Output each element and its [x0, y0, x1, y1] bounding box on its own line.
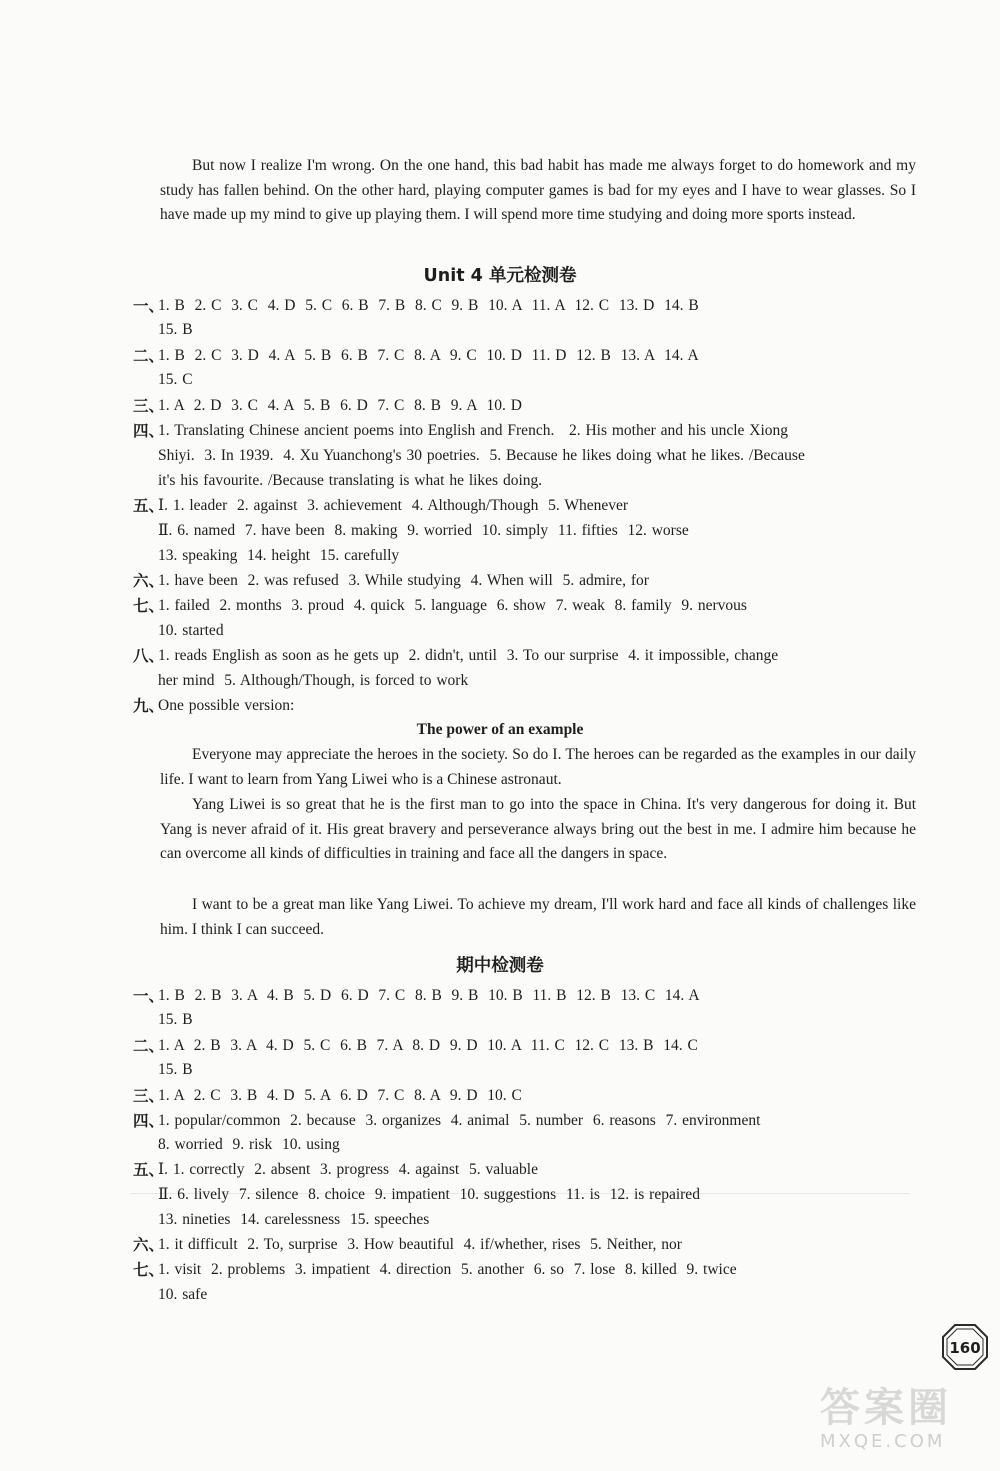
- midterm-s7-line1: 1. visit 2. problems 3. impatient 4. direction 5. another 6. so 7. lose 8. killed 9. twice: [158, 1261, 737, 1278]
- midterm-s1-line2: 15. B: [158, 1011, 193, 1028]
- midterm-s5-line1: Ⅰ. 1. correctly 2. absent 3. progress 4. against 5. valuable: [158, 1161, 538, 1178]
- unit4-s7-label: 七、: [133, 597, 165, 615]
- midterm-s6-label: 六、: [133, 1236, 165, 1254]
- midterm-s7-label: 七、: [133, 1261, 165, 1279]
- unit4-s1-line1: 1. B 2. C 3. C 4. D 5. C 6. B 7. B 8. C 9. B 10. A 11. A 12. C 13. D 14. B: [158, 297, 699, 314]
- unit4-s1-label: 一、: [133, 297, 165, 315]
- essay-title: The power of an example: [416, 721, 584, 738]
- midterm-s3-line1: 1. A 2. C 3. B 4. D 5. A 6. D 7. C 8. A 9. D 10. C: [158, 1087, 522, 1104]
- unit4-s5-line3: 13. speaking 14. height 15. carefully: [158, 547, 400, 564]
- watermark-url: MXQE.COM: [820, 1431, 946, 1452]
- midterm-s4-line1: 1. popular/common 2. because 3. organizes 4. animal 5. number 6. reasons 7. environment: [158, 1112, 761, 1129]
- midterm-s4-line2: 8. worried 9. risk 10. using: [158, 1136, 340, 1153]
- unit4-s7-line1: 1. failed 2. months 3. proud 4. quick 5. language 6. show 7. weak 8. family 9. nervous: [158, 597, 747, 614]
- unit4-s4-label: 四、: [133, 422, 165, 440]
- midterm-s6-line1: 1. it difficult 2. To, surprise 3. How beautiful 4. if/whether, rises 5. Neither, nor: [158, 1236, 682, 1253]
- unit4-s3-label: 三、: [133, 397, 165, 415]
- unit4-s2-label: 二、: [133, 347, 165, 365]
- midterm-s1-label: 一、: [133, 987, 165, 1005]
- midterm-s5-line3: 13. nineties 14. carelessness 15. speeches: [158, 1211, 430, 1228]
- unit4-s6-line1: 1. have been 2. was refused 3. While studying 4. When will 5. admire, for: [158, 572, 649, 589]
- unit4-s9-label: 九、: [133, 697, 165, 715]
- midterm-s4-label: 四、: [133, 1112, 165, 1130]
- midterm-s3-label: 三、: [133, 1087, 165, 1105]
- midterm-s2-label: 二、: [133, 1037, 165, 1055]
- midterm-title: 期中检测卷: [456, 956, 544, 976]
- unit4-s4-line3: it's his favourite. /Because translating is what he likes doing.: [158, 472, 543, 489]
- unit4-s2-line2: 15. C: [158, 371, 193, 388]
- unit4-s5-label: 五、: [133, 497, 165, 515]
- unit4-s4-line2: Shiyi. 3. In 1939. 4. Xu Yuanchong's 30 poetries. 5. Because he likes doing what he likes. /Because: [158, 447, 805, 464]
- midterm-s2-line2: 15. B: [158, 1061, 193, 1078]
- unit4-s8-line2: her mind 5. Although/Though, is forced to work: [158, 672, 469, 689]
- page-number-octagon-icon: [940, 1322, 990, 1372]
- intro-paragraph: But now I realize I'm wrong. On the one hand, this bad habit has made me always forget to do homework and my study has fallen behind. On the other hard, playing computer games is bad for my eyes and I have to wear glasses. So I have made up my mind to give up playing them. I will spend more time studying and doing more sports instead.: [160, 157, 916, 223]
- unit4-s3-line1: 1. A 2. D 3. C 4. A 5. B 6. D 7. C 8. B 9. A 10. D: [158, 397, 522, 414]
- unit4-s4-line1: 1. Translating Chinese ancient poems into English and French. 2. His mother and his uncle Xiong: [158, 422, 789, 439]
- midterm-s2-line1: 1. A 2. B 3. A 4. D 5. C 6. B 7. A 8. D 9. D 10. A 11. C 12. C 13. B 14. C: [158, 1037, 698, 1054]
- unit4-s1-line2: 15. B: [158, 321, 193, 338]
- midterm-s5-line2: Ⅱ. 6. lively 7. silence 8. choice 9. impatient 10. suggestions 11. is 12. is repaired: [158, 1186, 700, 1203]
- unit4-s8-line1: 1. reads English as soon as he gets up 2. didn't, until 3. To our surprise 4. it impossible, change: [158, 647, 779, 664]
- unit4-s8-label: 八、: [133, 647, 165, 665]
- essay-paragraph-1: Everyone may appreciate the heroes in the society. So do I. The heroes can be regarded as the examples in our daily life. I want to learn from Yang Liwei who is a Chinese astronaut.: [160, 746, 916, 788]
- page-number: 160: [949, 1339, 981, 1357]
- essay-paragraph-3: I want to be a great man like Yang Liwei. To achieve my dream, I'll work hard and face all kinds of challenges like him. I think I can succeed.: [160, 896, 916, 938]
- unit4-s2-line1: 1. B 2. C 3. D 4. A 5. B 6. B 7. C 8. A 9. C 10. D 11. D 12. B 13. A 14. A: [158, 347, 699, 364]
- page-number-badge: [940, 1322, 990, 1372]
- watermark-logo-text: 答案圈: [820, 1385, 952, 1431]
- essay-paragraph-2: Yang Liwei is so great that he is the first man to go into the space in China. It's very dangerous for doing it. But Yang is never afraid of it. His great bravery and perseverance always bring out the best in me. I admire him because he can overcome all kinds of difficulties in training and face all the dangers in space.: [160, 796, 916, 862]
- midterm-s1-line1: 1. B 2. B 3. A 4. B 5. D 6. D 7. C 8. B 9. B 10. B 11. B 12. B 13. C 14. A: [158, 987, 700, 1004]
- midterm-s5-label: 五、: [133, 1161, 165, 1179]
- midterm-s7-line2: 10. safe: [158, 1286, 208, 1303]
- unit4-s5-line2: Ⅱ. 6. named 7. have been 8. making 9. worried 10. simply 11. fifties 12. worse: [158, 522, 689, 539]
- unit4-s6-label: 六、: [133, 572, 165, 590]
- unit4-title: Unit 4 单元检测卷: [423, 266, 577, 286]
- unit4-s9-line1: One possible version:: [158, 697, 295, 714]
- unit4-s5-line1: Ⅰ. 1. leader 2. against 3. achievement 4. Although/Though 5. Whenever: [158, 497, 629, 514]
- watermark: [820, 1385, 995, 1465]
- unit4-s7-line2: 10. started: [158, 622, 224, 639]
